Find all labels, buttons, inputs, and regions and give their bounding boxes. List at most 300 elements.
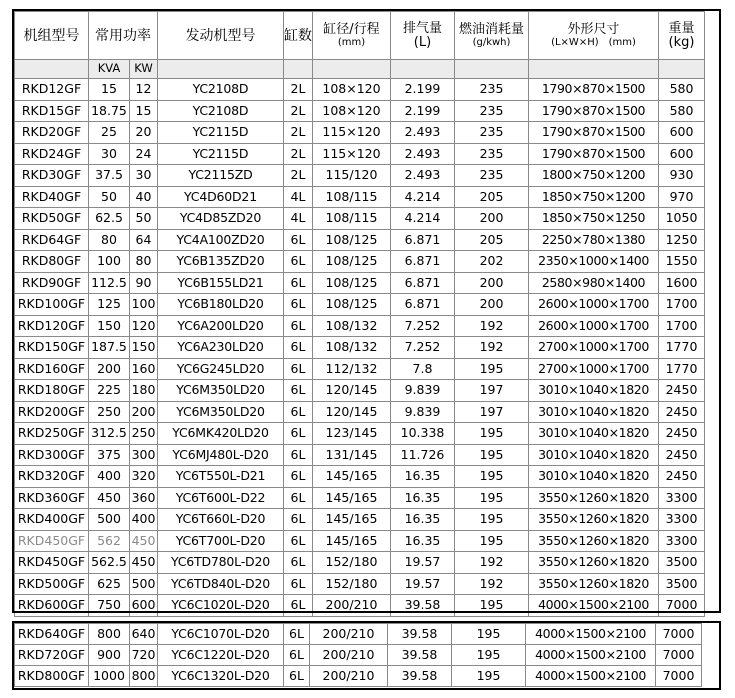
cell-dimensions: 2700×1000×1700: [529, 337, 659, 359]
header-displacement: [391, 12, 455, 60]
table-row: [15, 509, 705, 531]
cell-dimensions: 3010×1040×1820: [529, 380, 659, 402]
table-row: [15, 229, 705, 251]
cell-cylinders: 2L: [284, 143, 313, 165]
cell-cylinders: 6L: [284, 645, 310, 666]
table-row: [15, 251, 705, 273]
table-row: [15, 423, 705, 445]
cell-fuel-consumption: 195: [455, 358, 529, 380]
cell-bore-stroke: 152/180: [313, 573, 391, 595]
cell-kw: 24: [130, 143, 158, 165]
subheader-row: [15, 60, 705, 79]
cell-displacement: 2.493: [391, 165, 455, 187]
cell-kva: 1000: [89, 666, 130, 687]
cell-dimensions: 1800×750×1200: [529, 165, 659, 187]
cell-dimensions: 2350×1000×1400: [529, 251, 659, 273]
table-row: [15, 165, 705, 187]
cell-displacement: 7.8: [391, 358, 455, 380]
cell-fuel-consumption: 195: [455, 423, 529, 445]
cell-bore-stroke: 108/132: [313, 315, 391, 337]
cell-dimensions: 3010×1040×1820: [529, 466, 659, 488]
table-row: [15, 595, 705, 617]
cell-dimensions: 2700×1000×1700: [529, 358, 659, 380]
cell-dimensions: 3010×1040×1820: [529, 444, 659, 466]
cell-kva: 225: [89, 380, 130, 402]
cell-weight: 600: [659, 143, 705, 165]
cell-fuel-consumption: 192: [455, 573, 529, 595]
cell-displacement: 16.35: [391, 466, 455, 488]
cell-engine-model: YC6B135ZD20: [158, 251, 284, 273]
cell-kw: 30: [130, 165, 158, 187]
cell-weight: 1700: [659, 315, 705, 337]
cell-dimensions: 1790×870×1500: [529, 143, 659, 165]
cell-dimensions: 3550×1260×1820: [529, 552, 659, 574]
cell-unit-model: RKD160GF: [15, 358, 89, 380]
cell-unit-model: RKD64GF: [15, 229, 89, 251]
cell-cylinders: 6L: [284, 552, 313, 574]
cell-kw: 40: [130, 186, 158, 208]
cell-bore-stroke: 108/125: [313, 294, 391, 316]
header-weight-unit: (kg): [668, 34, 695, 50]
header-cylinders: 缸数: [284, 12, 313, 60]
table-row: [15, 208, 705, 230]
cell-bore-stroke: 108/132: [313, 337, 391, 359]
cell-cylinders: 6L: [284, 444, 313, 466]
cell-dimensions: 3550×1260×1820: [529, 573, 659, 595]
cell-kva: 18.75: [89, 100, 130, 122]
cell-dimensions: 2580×980×1400: [529, 272, 659, 294]
cell-unit-model: RKD360GF: [15, 487, 89, 509]
cell-weight: 2450: [659, 466, 705, 488]
cell-fuel-consumption: 200: [455, 208, 529, 230]
cell-displacement: 4.214: [391, 186, 455, 208]
cell-fuel-consumption: 197: [455, 401, 529, 423]
cell-weight: 3500: [659, 552, 705, 574]
cell-engine-model: YC6C1220L-D20: [158, 645, 284, 666]
cell-kw: 450: [130, 530, 158, 552]
cell-kva: 15: [89, 79, 130, 101]
cell-displacement: 2.493: [391, 122, 455, 144]
cell-unit-model: RKD15GF: [15, 100, 89, 122]
cell-unit-model: RKD600GF: [15, 595, 89, 617]
cell-displacement: 19.57: [391, 552, 455, 574]
cell-bore-stroke: 108/125: [313, 272, 391, 294]
header-row: [15, 12, 705, 60]
cell-engine-model: YC6T660L-D20: [158, 509, 284, 531]
cell-dimensions: 1850×750×1250: [529, 208, 659, 230]
cell-kw: 360: [130, 487, 158, 509]
cell-engine-model: YC6MK420LD20: [158, 423, 284, 445]
cell-bore-stroke: 152/180: [313, 552, 391, 574]
cell-kw: 800: [130, 666, 158, 687]
cell-kw: 250: [130, 423, 158, 445]
header-fuel-label: 燃油消耗量: [458, 21, 524, 37]
table-row: [15, 186, 705, 208]
cell-unit-model: RKD450GF: [15, 530, 89, 552]
cell-engine-model: YC2115ZD: [158, 165, 284, 187]
cell-kva: 750: [89, 595, 130, 617]
cell-unit-model: RKD150GF: [15, 337, 89, 359]
cell-cylinders: 4L: [284, 186, 313, 208]
cell-unit-model: RKD24GF: [15, 143, 89, 165]
cell-weight: 3300: [659, 509, 705, 531]
cell-unit-model: RKD120GF: [15, 315, 89, 337]
cell-bore-stroke: 123/145: [313, 423, 391, 445]
table-row: [15, 573, 705, 595]
cell-kw: 64: [130, 229, 158, 251]
subheader-blank: [455, 60, 529, 79]
cell-unit-model: RKD450GF: [15, 552, 89, 574]
cell-dimensions: 1790×870×1500: [529, 100, 659, 122]
table-row: [15, 315, 705, 337]
cell-bore-stroke: 115×120: [313, 122, 391, 144]
cell-dimensions: 4000×1500×2100: [526, 666, 656, 687]
cell-engine-model: YC6T700L-D20: [158, 530, 284, 552]
cell-cylinders: 6L: [284, 595, 313, 617]
cell-fuel-consumption: 195: [455, 530, 529, 552]
cell-cylinders: 6L: [284, 315, 313, 337]
cell-weight: 2450: [659, 444, 705, 466]
cell-fuel-consumption: 195: [452, 645, 526, 666]
table-row: [15, 272, 705, 294]
cell-unit-model: RKD300GF: [15, 444, 89, 466]
cell-unit-model: RKD90GF: [15, 272, 89, 294]
cell-engine-model: YC4D60D21: [158, 186, 284, 208]
cell-bore-stroke: 200/210: [310, 666, 388, 687]
cell-displacement: 39.58: [388, 666, 452, 687]
subheader-blank: [15, 60, 89, 79]
cell-cylinders: 6L: [284, 573, 313, 595]
cell-unit-model: RKD100GF: [15, 294, 89, 316]
cell-weight: 1770: [659, 358, 705, 380]
cell-kw: 200: [130, 401, 158, 423]
cell-weight: 970: [659, 186, 705, 208]
cell-unit-model: RKD640GF: [15, 624, 89, 645]
cell-engine-model: YC6M350LD20: [158, 380, 284, 402]
cell-unit-model: RKD320GF: [15, 466, 89, 488]
header-dimensions: [529, 12, 659, 60]
table-row: [15, 294, 705, 316]
cell-weight: 580: [659, 100, 705, 122]
cell-dimensions: 1790×870×1500: [529, 122, 659, 144]
header-dimensions-label: 外形尺寸: [567, 21, 620, 37]
subheader-blank: [659, 60, 705, 79]
cell-displacement: 7.252: [391, 315, 455, 337]
cell-fuel-consumption: 192: [455, 315, 529, 337]
cell-bore-stroke: 115/120: [313, 165, 391, 187]
cell-kva: 450: [89, 487, 130, 509]
cell-cylinders: 6L: [284, 251, 313, 273]
cell-weight: 7000: [656, 666, 702, 687]
cell-cylinders: 6L: [284, 229, 313, 251]
cell-cylinders: 2L: [284, 122, 313, 144]
cell-weight: 2450: [659, 380, 705, 402]
cell-engine-model: YC2115D: [158, 122, 284, 144]
cell-fuel-consumption: 192: [455, 337, 529, 359]
cell-cylinders: 6L: [284, 380, 313, 402]
cell-dimensions: 4000×1500×2100: [526, 645, 656, 666]
cell-kva: 150: [89, 315, 130, 337]
table-row: [15, 100, 705, 122]
cell-dimensions: 2250×780×1380: [529, 229, 659, 251]
cell-dimensions: 3550×1260×1820: [529, 530, 659, 552]
cell-fuel-consumption: 235: [455, 79, 529, 101]
cell-cylinders: 6L: [284, 294, 313, 316]
cell-dimensions: 1790×870×1500: [529, 79, 659, 101]
cell-displacement: 11.726: [391, 444, 455, 466]
cell-weight: 580: [659, 79, 705, 101]
cell-unit-model: RKD20GF: [15, 122, 89, 144]
table-row: [15, 122, 705, 144]
table-row: [15, 444, 705, 466]
cell-kva: 80: [89, 229, 130, 251]
header-weight-label: 重量: [668, 20, 695, 36]
generator-spec-table: [14, 11, 705, 617]
cell-kw: 640: [130, 624, 158, 645]
cell-fuel-consumption: 235: [455, 100, 529, 122]
header-displacement-label: 排气量: [402, 20, 442, 36]
cell-weight: 1700: [659, 294, 705, 316]
cell-engine-model: YC6MJ480L-D20: [158, 444, 284, 466]
cell-fuel-consumption: 195: [455, 487, 529, 509]
cell-fuel-consumption: 195: [452, 666, 526, 687]
table-row: [15, 666, 702, 687]
cell-fuel-consumption: 197: [455, 380, 529, 402]
cell-displacement: 16.35: [391, 509, 455, 531]
cell-engine-model: YC6A230LD20: [158, 337, 284, 359]
cell-displacement: 39.58: [388, 624, 452, 645]
cell-kva: 187.5: [89, 337, 130, 359]
cell-displacement: 6.871: [391, 229, 455, 251]
cell-bore-stroke: 108/115: [313, 208, 391, 230]
table-row: [15, 645, 702, 666]
cell-weight: 3500: [659, 573, 705, 595]
cell-unit-model: RKD30GF: [15, 165, 89, 187]
cell-kva: 312.5: [89, 423, 130, 445]
table-row: [15, 487, 705, 509]
cell-engine-model: YC6B180LD20: [158, 294, 284, 316]
cell-weight: 600: [659, 122, 705, 144]
cell-bore-stroke: 108×120: [313, 79, 391, 101]
cell-kva: 900: [89, 645, 130, 666]
cell-engine-model: YC4D85ZD20: [158, 208, 284, 230]
cell-unit-model: RKD180GF: [15, 380, 89, 402]
cell-dimensions: 2600×1000×1700: [529, 294, 659, 316]
generator-spec-table-extra: [14, 623, 702, 687]
cell-kva: 200: [89, 358, 130, 380]
cell-bore-stroke: 131/145: [313, 444, 391, 466]
cell-kva: 125: [89, 294, 130, 316]
cell-displacement: 16.35: [391, 530, 455, 552]
cell-fuel-consumption: 200: [455, 294, 529, 316]
cell-weight: 7000: [656, 645, 702, 666]
cell-kva: 625: [89, 573, 130, 595]
cell-kva: 100: [89, 251, 130, 273]
cell-kw: 50: [130, 208, 158, 230]
cell-engine-model: YC2108D: [158, 100, 284, 122]
cell-cylinders: 4L: [284, 208, 313, 230]
cell-dimensions: 3550×1260×1820: [529, 487, 659, 509]
cell-displacement: 2.199: [391, 79, 455, 101]
header-power: 常用功率: [89, 12, 158, 60]
cell-fuel-consumption: 195: [455, 595, 529, 617]
header-engine-model: 发动机型号: [158, 12, 284, 60]
cell-cylinders: 6L: [284, 401, 313, 423]
cell-displacement: 10.338: [391, 423, 455, 445]
cell-dimensions: 3010×1040×1820: [529, 401, 659, 423]
cell-kw: 320: [130, 466, 158, 488]
subheader-kw: KW: [130, 60, 158, 79]
header-displacement-unit: (L): [413, 34, 432, 50]
cell-weight: 3300: [659, 530, 705, 552]
header-bore-stroke-unit: (mm): [337, 36, 366, 48]
cell-displacement: 9.839: [391, 380, 455, 402]
cell-weight: 7000: [659, 595, 705, 617]
cell-dimensions: 1850×750×1200: [529, 186, 659, 208]
subheader-blank: [313, 60, 391, 79]
table-row: [15, 380, 705, 402]
cell-kva: 375: [89, 444, 130, 466]
cell-kw: 120: [130, 315, 158, 337]
table-row: [15, 466, 705, 488]
cell-kw: 150: [130, 337, 158, 359]
cell-fuel-consumption: 200: [455, 272, 529, 294]
cell-kw: 600: [130, 595, 158, 617]
cell-displacement: 2.199: [391, 100, 455, 122]
cell-engine-model: YC6C1320L-D20: [158, 666, 284, 687]
cell-displacement: 39.58: [388, 645, 452, 666]
cell-kva: 500: [89, 509, 130, 531]
cell-bore-stroke: 108×120: [313, 100, 391, 122]
cell-kw: 400: [130, 509, 158, 531]
cell-bore-stroke: 200/210: [313, 595, 391, 617]
cell-fuel-consumption: 235: [455, 143, 529, 165]
cell-cylinders: 6L: [284, 487, 313, 509]
cell-displacement: 6.871: [391, 251, 455, 273]
cell-fuel-consumption: 205: [455, 186, 529, 208]
cell-displacement: 9.839: [391, 401, 455, 423]
table-row: [15, 358, 705, 380]
cell-kw: 90: [130, 272, 158, 294]
cell-kw: 180: [130, 380, 158, 402]
header-unit-model: 机组型号: [15, 12, 89, 60]
cell-kw: 450: [130, 552, 158, 574]
cell-fuel-consumption: 195: [455, 466, 529, 488]
cell-kw: 500: [130, 573, 158, 595]
cell-bore-stroke: 200/210: [310, 645, 388, 666]
cell-engine-model: YC6M350LD20: [158, 401, 284, 423]
table-row: [15, 401, 705, 423]
cell-kw: 300: [130, 444, 158, 466]
cell-cylinders: 6L: [284, 423, 313, 445]
cell-unit-model: RKD800GF: [15, 666, 89, 687]
cell-cylinders: 2L: [284, 165, 313, 187]
cell-kva: 562: [89, 530, 130, 552]
cell-kva: 400: [89, 466, 130, 488]
cell-bore-stroke: 200/210: [310, 624, 388, 645]
cell-fuel-consumption: 205: [455, 229, 529, 251]
subheader-kva: KVA: [89, 60, 130, 79]
cell-kva: 37.5: [89, 165, 130, 187]
cell-cylinders: 6L: [284, 466, 313, 488]
table-row: [15, 624, 702, 645]
cell-engine-model: YC6C1020L-D20: [158, 595, 284, 617]
cell-bore-stroke: 120/145: [313, 380, 391, 402]
header-fuel-unit: (g/kwh): [472, 36, 511, 48]
cell-cylinders: 6L: [284, 337, 313, 359]
cell-engine-model: YC6TD840L-D20: [158, 573, 284, 595]
cell-fuel-consumption: 195: [455, 444, 529, 466]
cell-fuel-consumption: 195: [452, 624, 526, 645]
cell-dimensions: 3010×1040×1820: [529, 423, 659, 445]
cell-unit-model: RKD200GF: [15, 401, 89, 423]
cell-bore-stroke: 145/165: [313, 466, 391, 488]
cell-engine-model: YC6B155LD21: [158, 272, 284, 294]
cell-displacement: 39.58: [391, 595, 455, 617]
table-row: [15, 79, 705, 101]
cell-unit-model: RKD500GF: [15, 573, 89, 595]
cell-bore-stroke: 120/145: [313, 401, 391, 423]
cell-unit-model: RKD40GF: [15, 186, 89, 208]
cell-bore-stroke: 108/125: [313, 229, 391, 251]
cell-cylinders: 6L: [284, 530, 313, 552]
cell-fuel-consumption: 192: [455, 552, 529, 574]
header-weight: [659, 12, 705, 60]
cell-dimensions: 2600×1000×1700: [529, 315, 659, 337]
cell-kva: 562.5: [89, 552, 130, 574]
cell-bore-stroke: 115×120: [313, 143, 391, 165]
cell-engine-model: YC6T600L-D22: [158, 487, 284, 509]
cell-weight: 3300: [659, 487, 705, 509]
cell-dimensions: 3550×1260×1820: [529, 509, 659, 531]
cell-fuel-consumption: 235: [455, 122, 529, 144]
cell-bore-stroke: 108/125: [313, 251, 391, 273]
cell-displacement: 19.57: [391, 573, 455, 595]
subheader-blank: [529, 60, 659, 79]
cell-weight: 7000: [656, 624, 702, 645]
cell-unit-model: RKD50GF: [15, 208, 89, 230]
cell-cylinders: 6L: [284, 624, 310, 645]
cell-dimensions: 4000×1500×2100: [526, 624, 656, 645]
table-row: [15, 143, 705, 165]
cell-weight: 1770: [659, 337, 705, 359]
cell-kw: 160: [130, 358, 158, 380]
cell-weight: 1250: [659, 229, 705, 251]
cell-engine-model: YC4A100ZD20: [158, 229, 284, 251]
cell-bore-stroke: 145/165: [313, 487, 391, 509]
cell-cylinders: 2L: [284, 79, 313, 101]
cell-weight: 930: [659, 165, 705, 187]
cell-bore-stroke: 112/132: [313, 358, 391, 380]
cell-engine-model: YC6C1070L-D20: [158, 624, 284, 645]
cell-kw: 720: [130, 645, 158, 666]
cell-displacement: 6.871: [391, 294, 455, 316]
subheader-blank: [158, 60, 284, 79]
cell-engine-model: YC2115D: [158, 143, 284, 165]
cell-engine-model: YC6T550L-D21: [158, 466, 284, 488]
cell-displacement: 2.493: [391, 143, 455, 165]
cell-kva: 62.5: [89, 208, 130, 230]
cell-weight: 2450: [659, 423, 705, 445]
header-dimensions-unit: (L×W×H) (mm): [551, 36, 636, 48]
cell-kva: 30: [89, 143, 130, 165]
table-row: [15, 530, 705, 552]
cell-cylinders: 6L: [284, 272, 313, 294]
cell-displacement: 6.871: [391, 272, 455, 294]
cell-bore-stroke: 145/165: [313, 509, 391, 531]
header-fuel: [455, 12, 529, 60]
cell-unit-model: RKD400GF: [15, 509, 89, 531]
